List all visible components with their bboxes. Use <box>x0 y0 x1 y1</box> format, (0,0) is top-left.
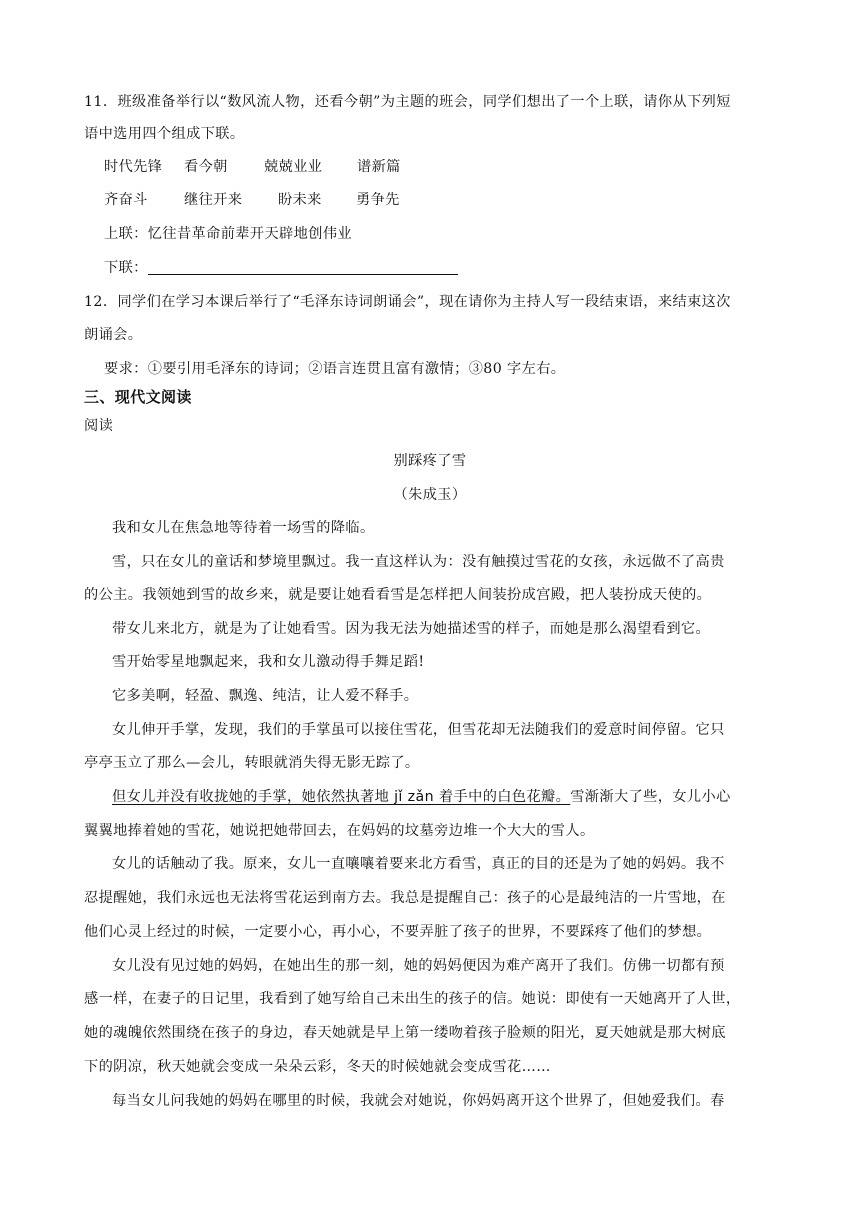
option-phrase: 齐奋斗 <box>104 192 148 208</box>
paragraph-cont: 感一样，在妻子的日记里，我看到了她写给自己未出生的孩子的信。她说：即使有一天她离开了人世， <box>84 991 741 1007</box>
section-heading: 三、现代文阅读 <box>84 388 192 406</box>
q12-line1: 12．同学们在学习本课后举行了“毛泽东诗词朗诵会”，现在请你为主持人写一段结束语，来结束这次 <box>84 294 731 310</box>
q11-options-row1 <box>104 157 804 177</box>
section-label: 阅读 <box>84 418 114 434</box>
xialian-label: 下联： <box>104 260 148 276</box>
paragraph: 女儿没有见过她的妈妈，在她出生的那一刻，她的妈妈便因为难产离开了我们。仿佛一切都有预 <box>112 958 725 974</box>
paragraph-cont: 亭亭玉立了那么—会儿，转眼就消失得无影无踪了。 <box>84 755 420 771</box>
paragraph-cont: 下的阴凉，秋天她就会变成一朵朵云彩，冬天的时候她就会变成雪花…… <box>84 1059 551 1075</box>
q12-requirement: 要求：①要引用毛泽东的诗词；②语言连贯且富有激情；③80 字左右。 <box>104 361 566 377</box>
paragraph: 我和女儿在焦急地等待着一场雪的降临。 <box>112 520 375 536</box>
option-phrase: 时代先锋 <box>104 159 163 175</box>
option-phrase: 继往开来 <box>184 192 243 208</box>
article-title: 别踩疼了雪 <box>393 453 467 469</box>
paragraph: 雪开始零星地飘起来，我和女儿激动得手舞足蹈! <box>112 654 425 670</box>
q12-line2: 朗诵会。 <box>84 327 143 343</box>
option-phrase: 兢兢业业 <box>264 159 323 175</box>
q11-line2: 语中选用四个组成下联。 <box>84 126 245 142</box>
answer-blank[interactable] <box>148 260 458 275</box>
underlined-text: 着手中的白色花瓣。 <box>434 789 571 805</box>
paragraph-text: 雪渐渐大了些，女儿小心 <box>570 789 731 805</box>
option-phrase: 盼未来 <box>278 192 322 208</box>
paragraph-cont: 他们心灵上经过的时候，一定要小心，再小心，不要弄脏了孩子的世界，不要踩疼了他们的梦想。 <box>84 924 712 940</box>
option-phrase: 勇争先 <box>356 192 400 208</box>
paragraph: 雪，只在女儿的童话和梦境里飘过。我一直这样认为：没有触摸过雪花的女孩，永远做不了高贵 <box>112 554 725 570</box>
underlined-text: 但女儿并没有收拢她的手掌，她依然执著地 <box>112 789 395 805</box>
pinyin-blank: jǐ zǎn <box>394 789 435 805</box>
paragraph-cont: 的公主。我领她到雪的故乡来，就是要让她看看雪是怎样把人间装扮成宫殿，把人装扮成天使的。 <box>84 587 712 603</box>
paragraph: 女儿的话触动了我。原来，女儿一直嚷嚷着要来北方看雪，真正的目的还是为了她的妈妈。我不 <box>112 856 725 872</box>
article-author: （朱成玉） <box>393 487 467 503</box>
option-phrase: 看今朝 <box>184 159 228 175</box>
q11-xialian <box>104 258 804 278</box>
q11-options-row2 <box>104 190 804 210</box>
paragraph: 每当女儿问我她的妈妈在哪里的时候，我就会对她说，你妈妈离开这个世界了，但她爱我们。春 <box>112 1093 725 1109</box>
q11-line1: 11．班级准备举行以“数风流人物，还看今朝”为主题的班会，同学们想出了一个上联，请你从下列短 <box>84 94 731 110</box>
paragraph-cont: 忍提醒她，我们永远也无法将雪花运到南方去。我总是提醒自己：孩子的心是最纯洁的一片雪地，在 <box>84 890 726 906</box>
paragraph-cont: 翼翼地捧着她的雪花，她说把她带回去，在妈妈的坟墓旁边堆一个大大的雪人。 <box>84 823 595 839</box>
q11-shanglian: 上联：忆往昔革命前辈开天辟地创伟业 <box>104 226 352 242</box>
option-phrase: 谱新篇 <box>357 159 401 175</box>
paragraph: 女儿伸开手掌，发现，我们的手掌虽可以接住雪花，但雪花却无法随我们的爱意时间停留。它只 <box>112 722 725 738</box>
paragraph: 带女儿来北方，就是为了让她看雪。因为我无法为她描述雪的样子，而她是那么渴望看到它。 <box>112 621 711 637</box>
underlined-sentence-line <box>112 787 812 807</box>
paragraph-cont: 她的魂魄依然围绕在孩子的身边，春天她就是早上第一缕吻着孩子脸颊的阳光，夏天她就是那大树底 <box>84 1025 726 1041</box>
paragraph: 它多美啊，轻盈、飘逸、纯洁，让人爱不释手。 <box>112 688 419 704</box>
